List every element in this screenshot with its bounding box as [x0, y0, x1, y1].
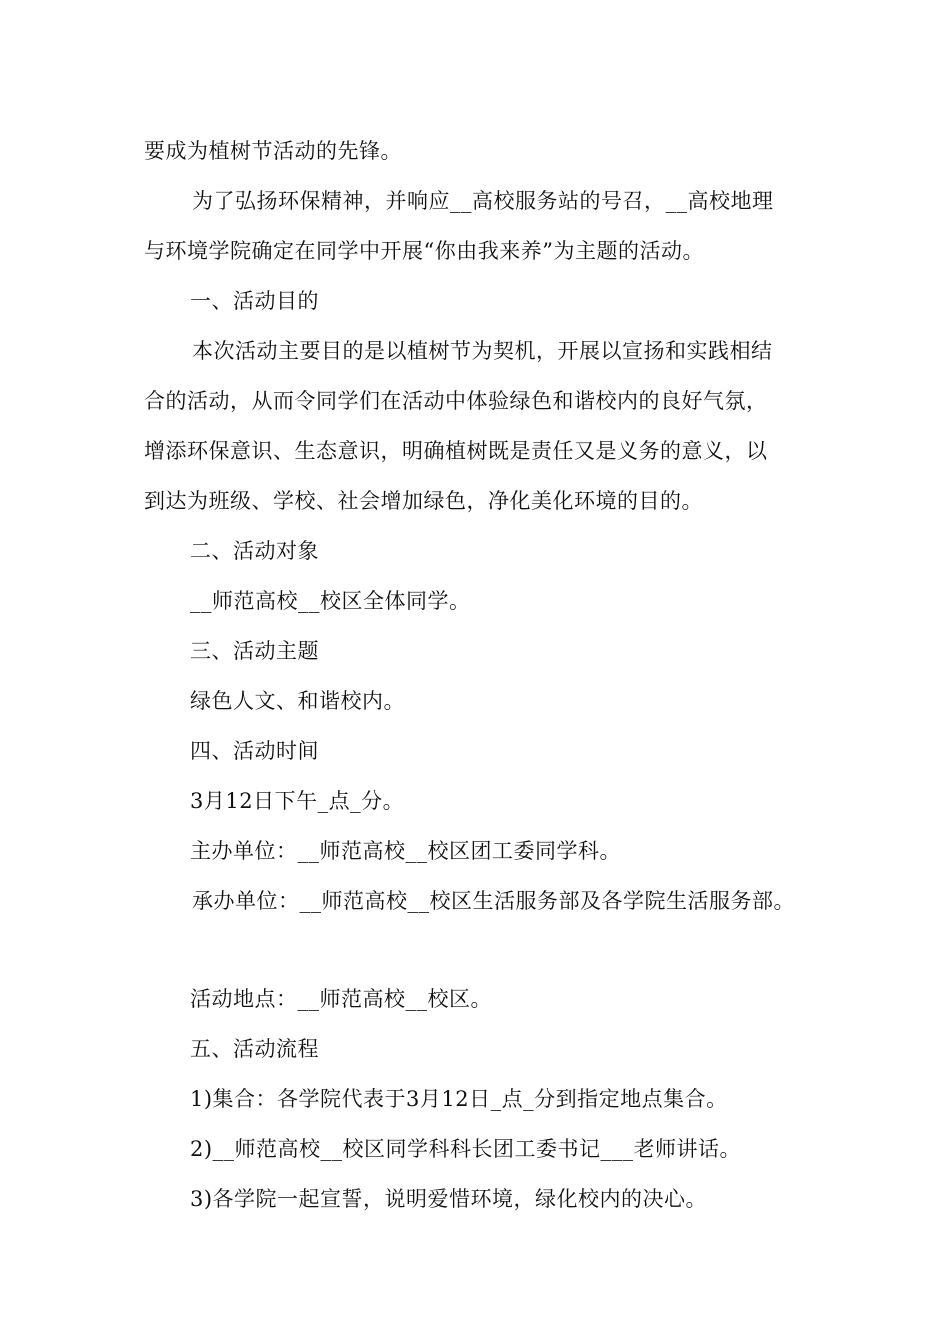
- paragraph-line: 主办单位：__师范高校__校区团工委同学科。: [190, 839, 621, 863]
- paragraph-line: 绿色人文、和谐校内。: [190, 689, 405, 713]
- paragraph-line: 到达为班级、学校、社会增加绿色，净化美化环境的目的。: [144, 489, 703, 513]
- section-heading: 三、活动主题: [190, 639, 319, 663]
- section-heading: 四、活动时间: [190, 739, 319, 763]
- paragraph-line: 合的活动，从而令同学们在活动中体验绿色和谐校内的良好气氛，: [144, 389, 768, 413]
- paragraph-line: 活动地点：__师范高校__校区。: [190, 987, 492, 1011]
- section-heading: 五、活动流程: [190, 1037, 319, 1061]
- paragraph-line: 承办单位：__师范高校__校区生活服务部及各学院生活服务部。: [192, 889, 795, 913]
- paragraph-line: 本次活动主要目的是以植树节为契机，开展以宣扬和实践相结: [192, 339, 773, 363]
- list-item: 1)集合：各学院代表于3月12日_点_分到指定地点集合。: [190, 1087, 728, 1111]
- section-heading: 一、活动目的: [190, 289, 319, 313]
- paragraph-line: 为了弘扬环保精神，并响应__高校服务站的号召，__高校地理: [192, 189, 774, 213]
- section-heading: 二、活动对象: [190, 539, 319, 563]
- paragraph-line: 3月12日下午_点_分。: [190, 789, 405, 813]
- list-item: 2)__师范高校__校区同学科科长团工委书记___老师讲话。: [190, 1137, 742, 1161]
- paragraph-line: 要成为植树节活动的先锋。: [144, 139, 402, 163]
- paragraph-line: 与环境学院确定在同学中开展“你由我来养”为主题的活动。: [144, 239, 704, 263]
- paragraph-line: __师范高校__校区全体同学。: [190, 589, 471, 613]
- paragraph-line: 增添环保意识、生态意识，明确植树既是责任又是义务的意义，以: [144, 439, 768, 463]
- list-item: 3)各学院一起宣誓，说明爱惜环境，绿化校内的决心。: [190, 1187, 708, 1211]
